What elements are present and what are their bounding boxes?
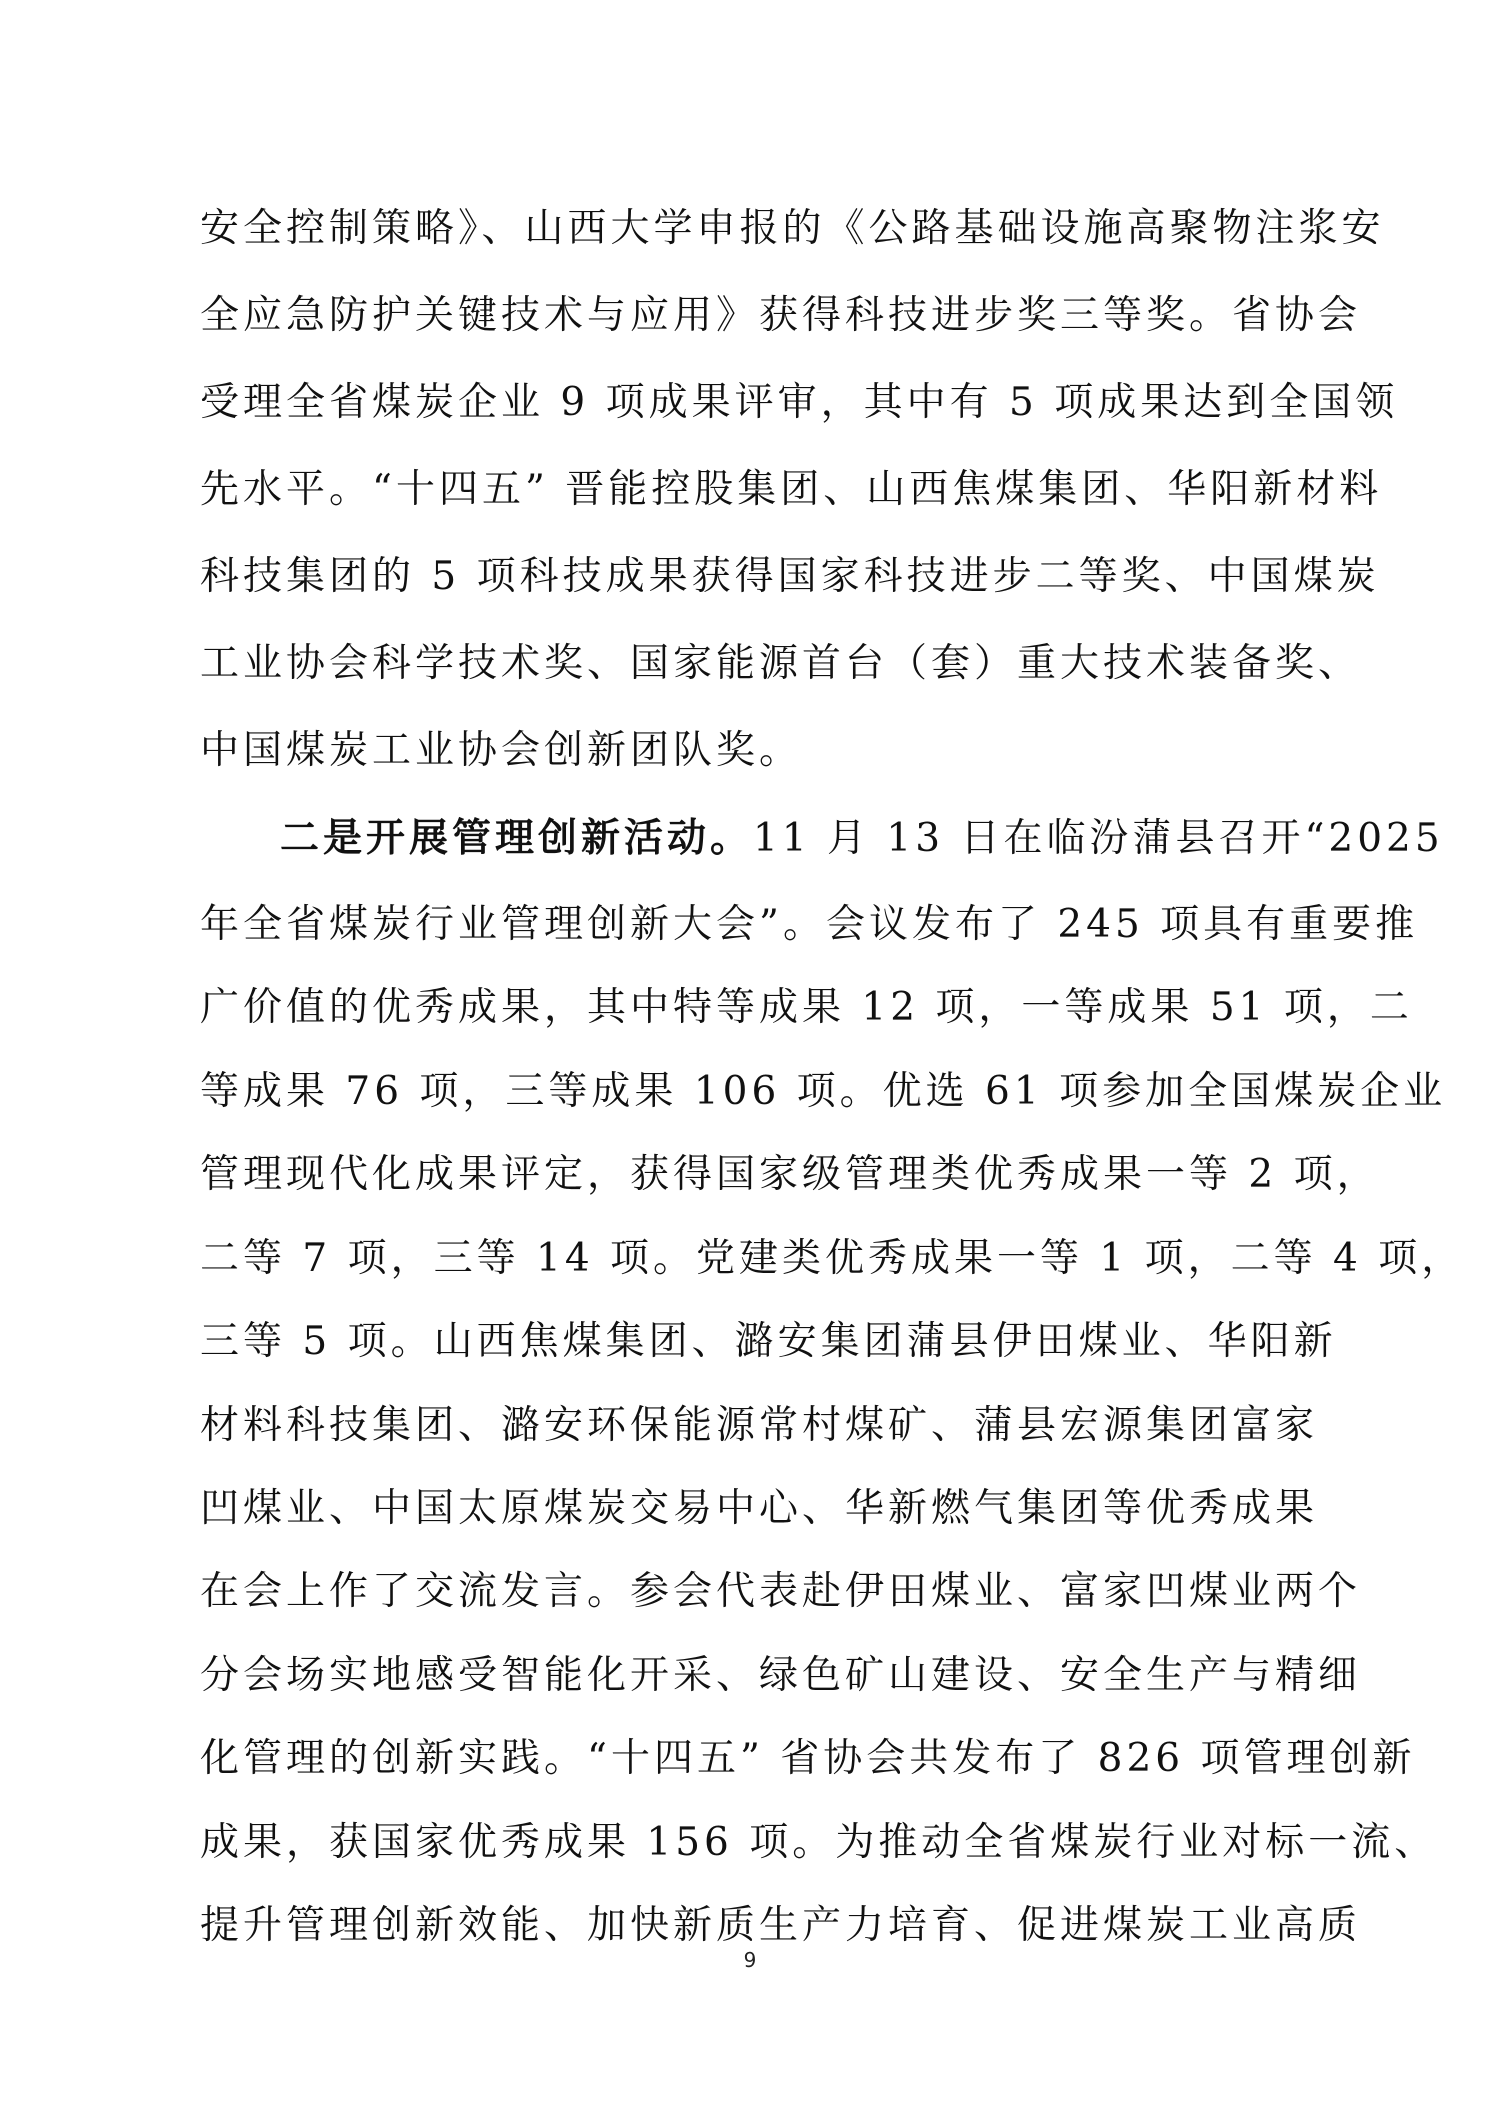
text-line: 科技集团的 5 项科技成果获得国家科技进步二等奖、中国煤炭: [200, 554, 1380, 599]
text-line: 工业协会科学技术奖、国家能源首台（套）重大技术装备奖、: [200, 641, 1362, 686]
text-line: 二等 7 项，三等 14 项。党建类优秀成果一等 1 项，二等 4 项，: [200, 1236, 1465, 1281]
text-line: 化管理的创新实践。“十四五” 省协会共发布了 826 项管理创新: [200, 1736, 1416, 1781]
text-line: 中国煤炭工业协会创新团队奖。: [200, 728, 803, 773]
text-line: 三等 5 项。山西焦煤集团、潞安集团蒲县伊田煤业、华阳新: [200, 1319, 1337, 1364]
text-line: 年全省煤炭行业管理创新大会”。会议发布了 245 项具有重要推: [200, 902, 1419, 947]
paragraph-first-line-text: 11 月 13 日在临汾蒲县召开“2025: [753, 816, 1444, 861]
text-line: 凹煤业、中国太原煤炭交易中心、华新燃气集团等优秀成果: [200, 1486, 1319, 1531]
text-line: 安全控制策略》、山西大学申报的《公路基础设施高聚物注浆安: [200, 206, 1385, 251]
text-line: 等成果 76 项，三等成果 106 项。优选 61 项参加全国煤炭企业: [200, 1069, 1447, 1114]
paragraph-first-line: [280, 812, 1444, 865]
text-line: 提升管理创新效能、加快新质生产力培育、促进煤炭工业高质: [200, 1903, 1362, 1948]
text-line: 材料科技集团、潞安环保能源常村煤矿、蒲县宏源集团富家: [200, 1403, 1319, 1448]
text-line: 成果，获国家优秀成果 156 项。为推动全省煤炭行业对标一流、: [200, 1820, 1438, 1865]
text-line: 分会场实地感受智能化开采、绿色矿山建设、安全生产与精细: [200, 1653, 1362, 1698]
text-line: 受理全省煤炭企业 9 项成果评审，其中有 5 项成果达到全国领: [200, 380, 1399, 425]
page-number: 9: [743, 1948, 757, 1972]
text-line: 全应急防护关键技术与应用》获得科技进步奖三等奖。省协会: [200, 293, 1362, 338]
text-line: 广价值的优秀成果，其中特等成果 12 项，一等成果 51 项，二: [200, 985, 1413, 1030]
paragraph-heading: 二是开展管理创新活动。: [280, 815, 754, 861]
text-line: 在会上作了交流发言。参会代表赴伊田煤业、富家凹煤业两个: [200, 1569, 1362, 1614]
text-line: 管理现代化成果评定，获得国家级管理类优秀成果一等 2 项，: [200, 1152, 1380, 1197]
text-line: 先水平。“十四五” 晋能控股集团、山西焦煤集团、华阳新材料: [200, 467, 1383, 512]
